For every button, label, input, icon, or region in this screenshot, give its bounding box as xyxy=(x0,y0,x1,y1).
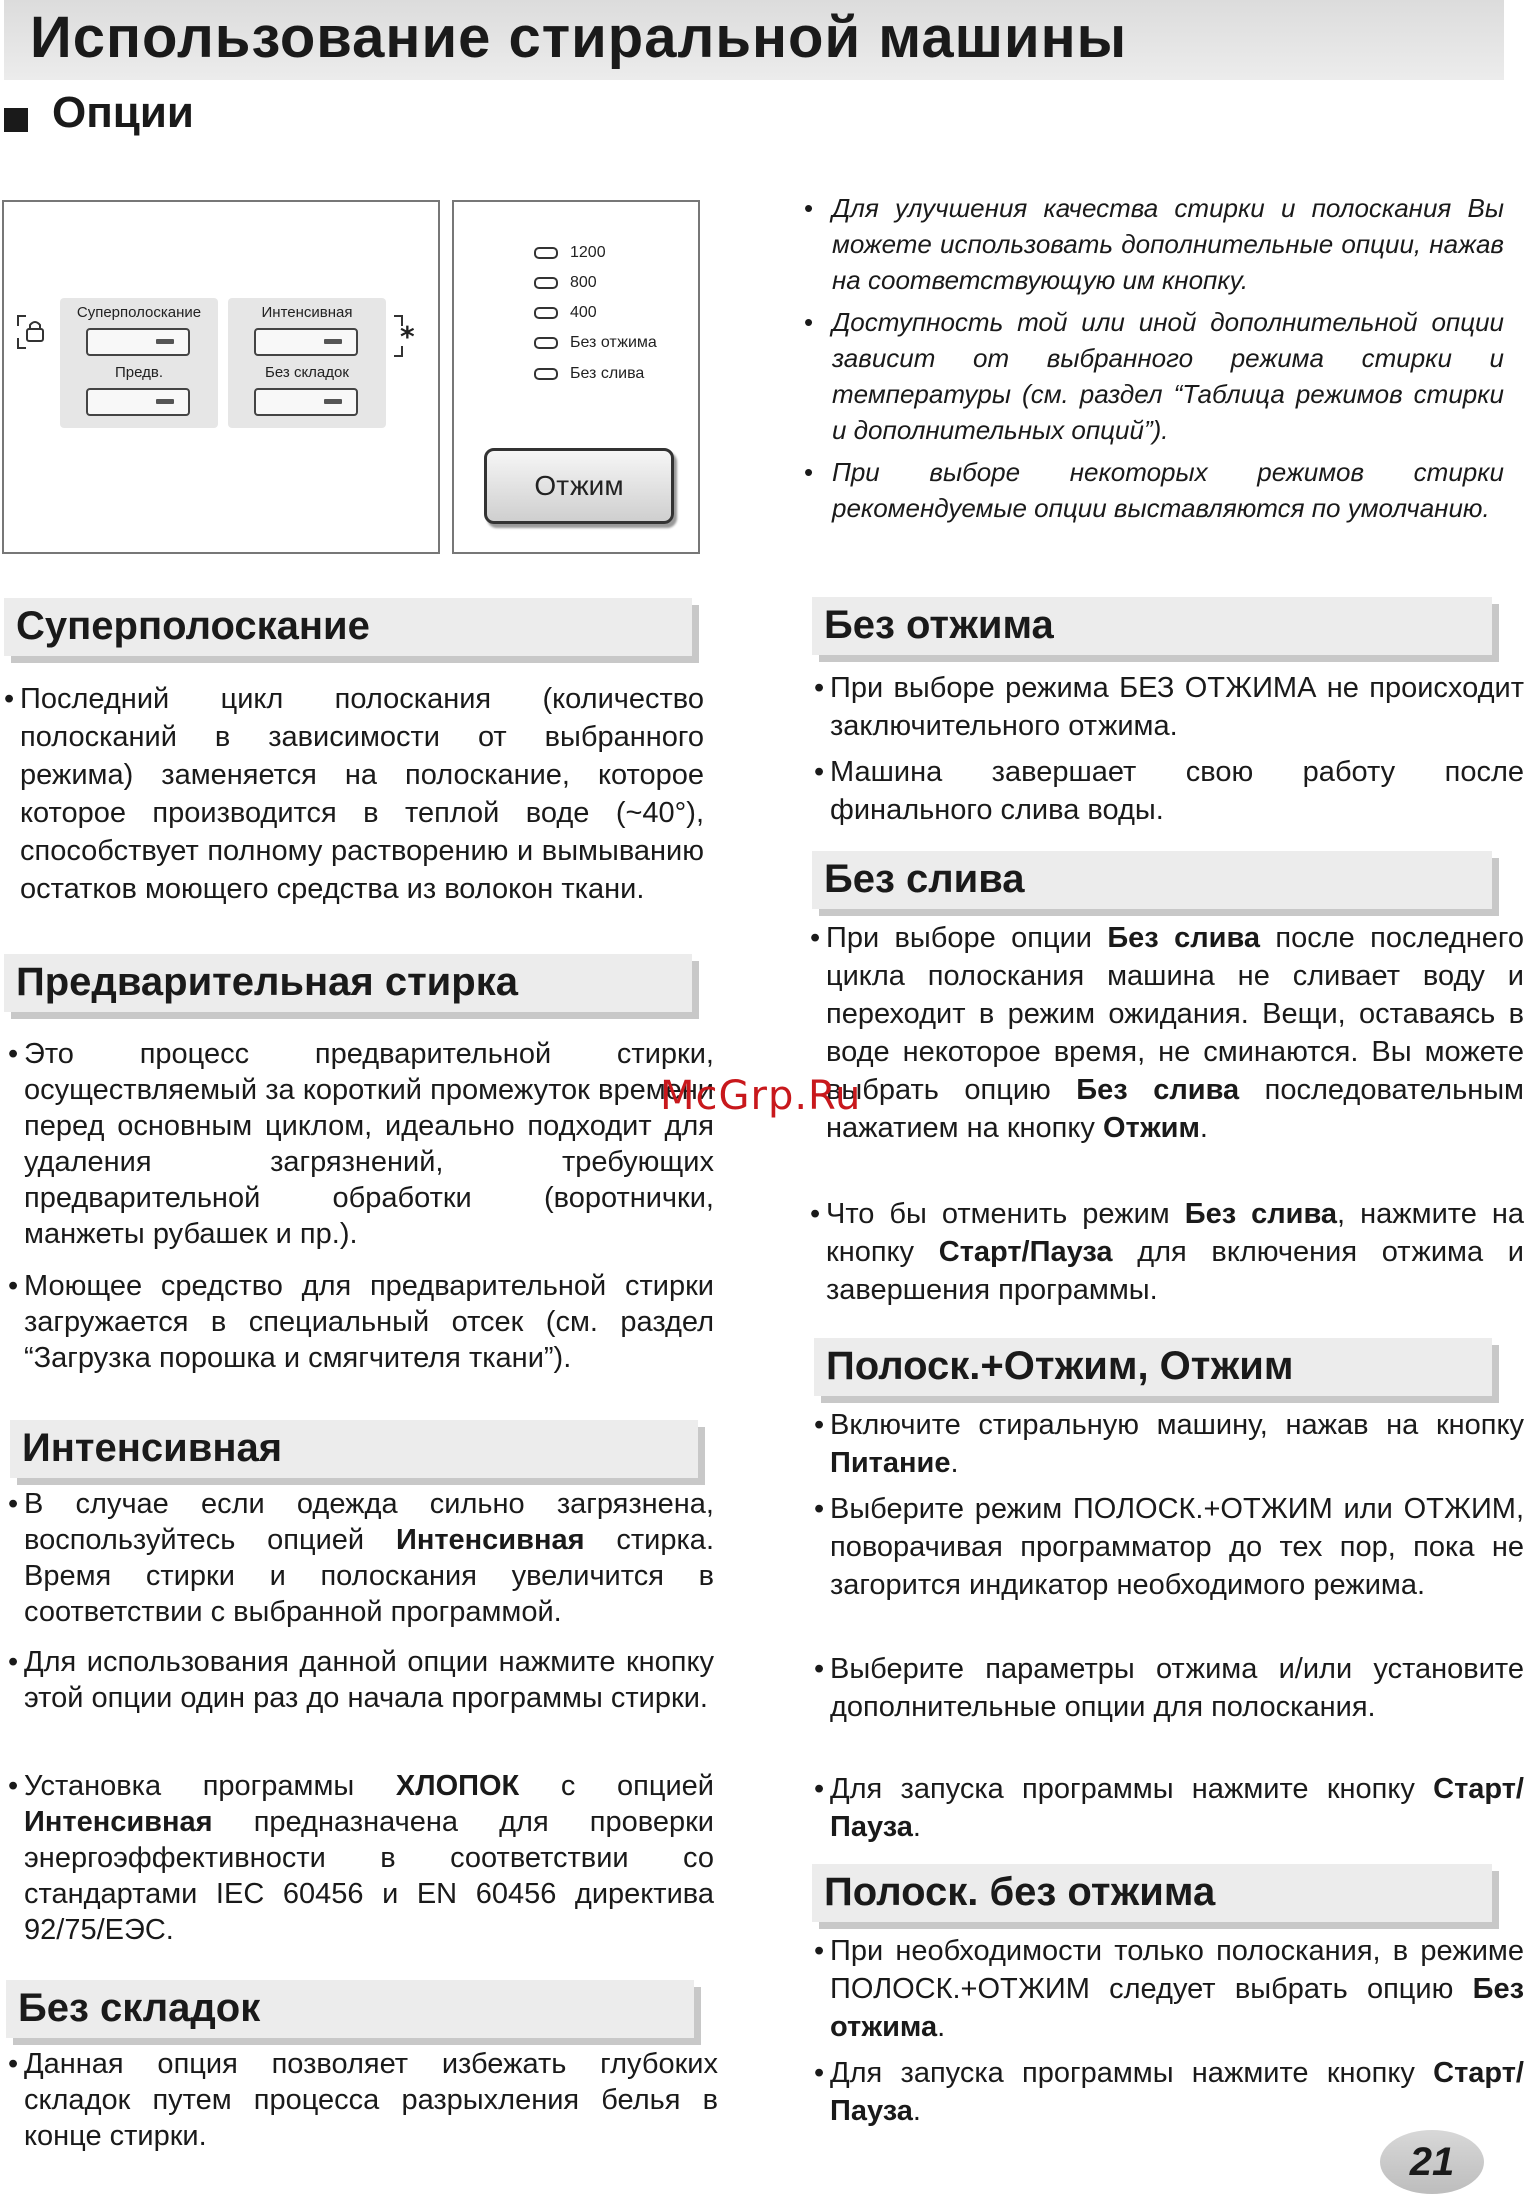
nodrain-paragraph: • При выборе опции Без слива после последнего цикла полоскания машина не сливает воду и переходит в режим ожидания. Вещи, оставаясь в воде некоторое время, не сминаются. Вы можете выбрать опцию Без слива последовательным нажатием на кнопку Отжим. xyxy=(806,919,1524,1147)
nospin-paragraph: • При выборе режима БЕЗ ОТЖИМА не происходит заключительного отжима. xyxy=(810,669,1524,745)
rinse-spin-paragraph: • Включите стиральную машину, нажав на кнопку Питание. xyxy=(810,1406,1524,1482)
intro-note: • Для улучшения качества стирки и полоскания Вы можете использовать дополнительные опции, нажав на соответствующую им кнопку. xyxy=(814,190,1504,298)
intensive-paragraph: • В случае если одежда сильно загрязнена, воспользуйтесь опцией Интенсивная стирка. Время стирки и полоскания увеличится в соответствии с выбранной программой. xyxy=(4,1486,714,1630)
nocrease-paragraph: • Данная опция позволяет избежать глубоких складок путем процесса разрыхления белья в конце стирки. xyxy=(4,2046,718,2154)
led-indicator-icon xyxy=(534,277,558,289)
superrinse-button[interactable] xyxy=(86,328,190,356)
spin-level-no-drain: Без слива xyxy=(534,365,644,383)
led-indicator-icon xyxy=(534,337,558,349)
intensive-button[interactable] xyxy=(254,328,358,356)
page-title: Использование стиральной машины xyxy=(30,5,1128,70)
section-heading-superrinse: Суперполоскание xyxy=(4,598,692,656)
asterisk-icon xyxy=(392,314,426,358)
superrinse-label: Суперполоскание xyxy=(76,304,202,321)
options-panel-illustration xyxy=(2,200,440,554)
led-indicator-icon xyxy=(534,307,558,319)
nocrease-button[interactable] xyxy=(254,388,358,416)
intro-notes xyxy=(814,190,1504,526)
spin-level-no-spin: Без отжима xyxy=(534,334,657,352)
option-group-left xyxy=(60,298,218,428)
page-number: 21 xyxy=(1380,2130,1484,2194)
square-bullet-icon xyxy=(4,108,28,132)
spin-panel-illustration xyxy=(452,200,700,554)
rinse-spin-paragraph: • Выберите режим ПОЛОСК.+ОТЖИМ или ОТЖИМ, поворачивая программатор до тех пор, пока не загорится индикатор необходимого режима. xyxy=(810,1490,1524,1604)
section-heading-rinse-no-spin: Полоск. без отжима xyxy=(812,1864,1492,1922)
section-heading-nodrain: Без слива xyxy=(812,851,1492,909)
intro-note: • Доступность той или иной дополнительной опции зависит от выбранного режима стирки и температуры (см. раздел “Таблица режимов стирки и дополнительных опций”). xyxy=(814,304,1504,448)
spin-level-1200: 1200 xyxy=(534,244,606,262)
watermark: McGrp.Ru xyxy=(660,1073,862,1119)
nocrease-label: Без складок xyxy=(265,364,349,381)
section-heading-prewash: Предварительная стирка xyxy=(4,954,692,1012)
child-lock-icon xyxy=(16,312,50,352)
intensive-paragraph: • Для использования данной опции нажмите кнопку этой опции один раз до начала программы стирки. xyxy=(4,1644,714,1716)
section-heading-intensive: Интенсивная xyxy=(10,1420,698,1478)
spin-level-400: 400 xyxy=(534,304,597,322)
intensive-label: Интенсивная xyxy=(261,304,353,321)
intensive-paragraph: • Установка программы ХЛОПОК с опцией Интенсивная предназначена для проверки энергоэффективности в соответствии со стандартами IEC 60456 и EN 60456 директива 92/75/ЕЭС. xyxy=(4,1768,714,1948)
section-heading-nocrease: Без складок xyxy=(6,1980,694,2038)
rinse-no-spin-paragraph: • При необходимости только полоскания, в режиме ПОЛОСК.+ОТЖИМ следует выбрать опцию Без отжима. xyxy=(810,1932,1524,2046)
led-indicator-icon xyxy=(534,368,558,380)
rinse-no-spin-paragraph: • Для запуска программы нажмите кнопку Старт/Пауза. xyxy=(810,2054,1524,2130)
nodrain-paragraph: • Что бы отменить режим Без слива, нажмите на кнопку Старт/Пауза для включения отжима и завершения программы. xyxy=(806,1195,1524,1309)
options-heading: Опции xyxy=(52,88,194,137)
svg-text:*: * xyxy=(400,320,415,353)
section-heading-rinse-spin: Полоск.+Отжим, Отжим xyxy=(814,1338,1492,1396)
rinse-spin-paragraph: • Выберите параметры отжима и/или установите дополнительные опции для полоскания. xyxy=(810,1650,1524,1726)
prewash-paragraph: • Моющее средство для предварительной стирки загружается в специальный отсек (см. раздел “Загрузка порошка и смягчителя ткани”). xyxy=(4,1268,714,1376)
superrinse-paragraph: • Последний цикл полоскания (количество полосканий в зависимости от выбранного режима) заменяется на полоскание, которое которое производится в теплой воде (~40°), способствует полному растворению и вымыванию остатков моющего средства из волокон ткани. xyxy=(0,680,704,908)
section-heading-nospin: Без отжима xyxy=(812,597,1492,655)
prewash-label: Предв. xyxy=(114,364,164,381)
option-group-right xyxy=(228,298,386,428)
spin-level-800: 800 xyxy=(534,274,597,292)
rinse-spin-paragraph: • Для запуска программы нажмите кнопку Старт/Пауза. xyxy=(810,1770,1524,1846)
led-indicator-icon xyxy=(534,247,558,259)
nospin-paragraph: • Машина завершает свою работу после финального слива воды. xyxy=(810,753,1524,829)
prewash-paragraph: • Это процесс предварительной стирки, осуществляемый за короткий промежуток времени перед основным циклом, идеально подходит для удаления загрязнений, требующих предварительной обработки (воротнички, манжеты рубашек и пр.). xyxy=(4,1036,714,1252)
spin-button[interactable]: Отжим xyxy=(484,448,674,524)
intro-note: • При выборе некоторых режимов стирки рекомендуемые опции выставляются по умолчанию. xyxy=(814,454,1504,526)
prewash-button[interactable] xyxy=(86,388,190,416)
